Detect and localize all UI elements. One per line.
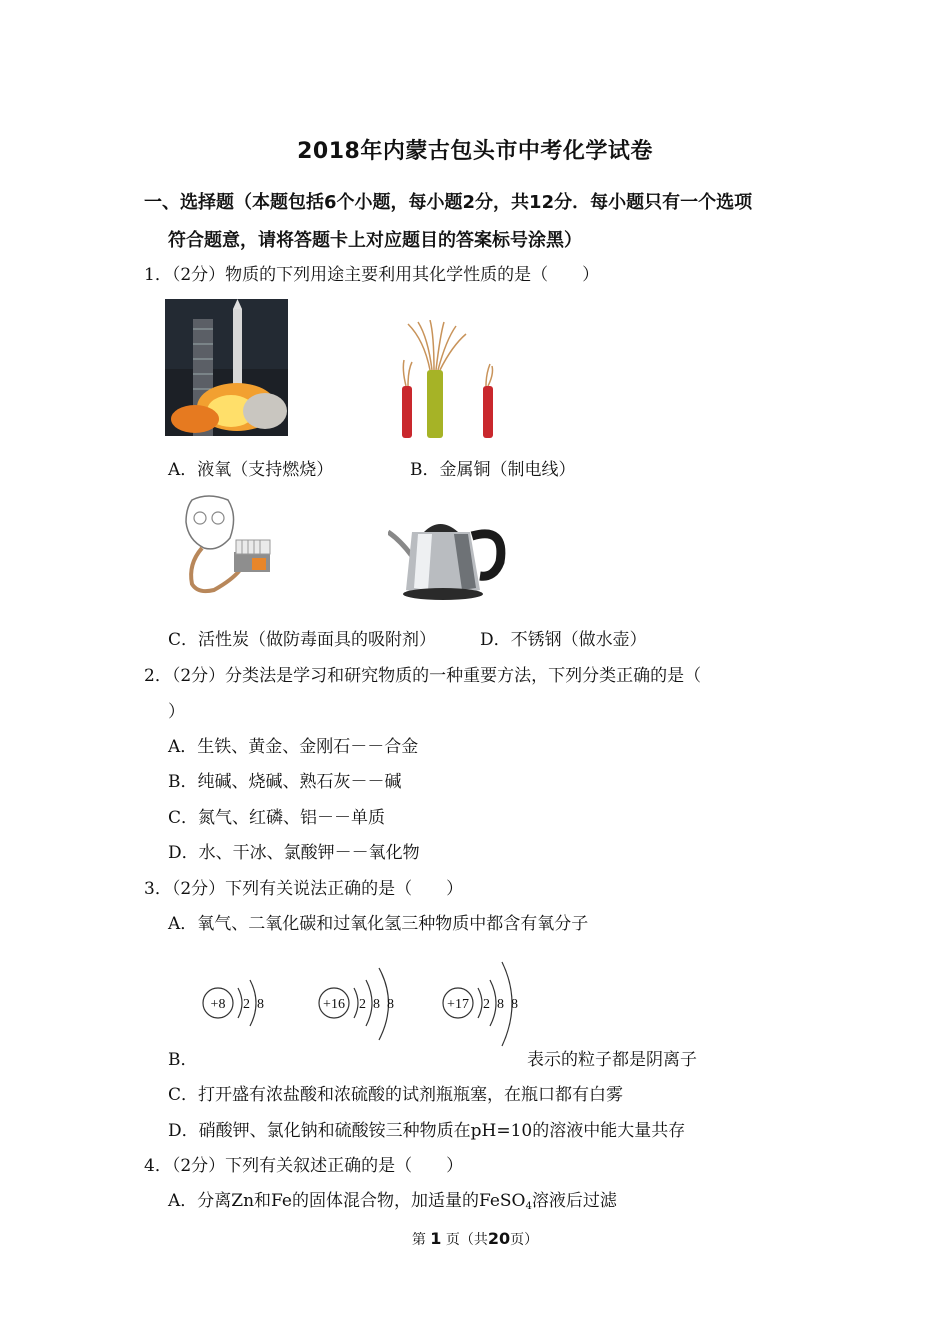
q1-option-c: C．活性炭（做防毒面具的吸附剂） bbox=[168, 630, 437, 650]
atom-3-shell-1: 2 bbox=[483, 997, 490, 1012]
q3-option-b-prefix: B． bbox=[168, 1050, 198, 1070]
atom-2-shell-2: 8 bbox=[373, 997, 380, 1012]
atom-3-shell-2: 8 bbox=[497, 997, 504, 1012]
section-heading-cont: 符合题意，请将答题卡上对应题目的答案标号涂黑） bbox=[168, 230, 582, 251]
kettle-image bbox=[388, 510, 508, 602]
atom-1-shell-1: 2 bbox=[243, 997, 250, 1012]
gas-mask-image bbox=[178, 494, 274, 598]
q2-option-b: B．纯碱、烧碱、熟石灰－－碱 bbox=[168, 772, 402, 792]
q2-option-a: A．生铁、黄金、金刚石－－合金 bbox=[168, 737, 419, 757]
q1-option-b: B．金属铜（制电线） bbox=[410, 460, 576, 480]
q2-option-d: D．水、干冰、氯酸钾－－氧化物 bbox=[168, 843, 420, 863]
atom-1-nucleus: +8 bbox=[210, 997, 226, 1012]
atom-chlorine-ion bbox=[443, 962, 518, 1046]
q4-option-a-text-end: 溶液后过滤 bbox=[531, 1191, 617, 1211]
rocket-launch-image bbox=[165, 299, 288, 436]
q1-option-a: A．液氧（支持燃烧） bbox=[168, 460, 334, 480]
footer-total-pages: 20 bbox=[487, 1229, 511, 1248]
atom-sulfur-ion bbox=[319, 968, 394, 1040]
footer-post: 页） bbox=[510, 1232, 539, 1248]
footer-pre: 第 bbox=[411, 1232, 426, 1248]
q4-option-a-text: A．分离Zn和Fe的固体混合物，加适量的FeSO bbox=[168, 1191, 526, 1211]
q3-option-c: C．打开盛有浓盐酸和浓硫酸的试剂瓶瓶塞，在瓶口都有白雾 bbox=[168, 1085, 624, 1105]
q3-option-d: D．硝酸钾、氯化钠和硫酸铵三种物质在pH=10的溶液中能大量共存 bbox=[168, 1121, 686, 1141]
question-1-stem: 1．（2分）物质的下列用途主要利用其化学性质的是（ ） bbox=[144, 265, 600, 285]
q1-option-d: D．不锈钢（做水壶） bbox=[480, 630, 647, 650]
copper-wire-image bbox=[394, 320, 504, 438]
question-2-stem-cont: ） bbox=[168, 702, 185, 722]
section-heading: 一、选择题（本题包括6个小题，每小题2分，共12分．每小题只有一个选项 bbox=[144, 192, 753, 213]
atom-3-shell-3: 8 bbox=[511, 997, 518, 1012]
q2-option-c: C．氮气、红磷、铝－－单质 bbox=[168, 808, 386, 828]
atom-1-shell-2: 8 bbox=[257, 997, 264, 1012]
atom-2-shell-1: 2 bbox=[359, 997, 366, 1012]
q3-option-b-suffix: 表示的粒子都是阴离子 bbox=[527, 1050, 697, 1070]
atom-3-nucleus: +17 bbox=[447, 997, 469, 1012]
question-4-stem: 4．（2分）下列有关叙述正确的是（ ） bbox=[144, 1156, 464, 1176]
page-footer bbox=[0, 1229, 950, 1249]
q3-option-a: A．氧气、二氧化碳和过氧化氢三种物质中都含有氧分子 bbox=[168, 914, 589, 934]
page-title: 2018年内蒙古包头市中考化学试卷 bbox=[297, 139, 653, 164]
q4-option-a-subscript: 4 bbox=[525, 1201, 532, 1212]
footer-mid: 页（共 bbox=[445, 1232, 488, 1248]
atom-2-shell-3: 8 bbox=[387, 997, 394, 1012]
atom-oxygen-ion bbox=[203, 980, 264, 1026]
footer-page-number: 1 bbox=[430, 1229, 442, 1248]
q4-option-a bbox=[168, 1186, 617, 1212]
atomic-structure-diagrams bbox=[196, 950, 526, 1060]
question-2-stem: 2．（2分）分类法是学习和研究物质的一种重要方法，下列分类正确的是（ bbox=[144, 666, 702, 686]
atom-2-nucleus: +16 bbox=[323, 997, 345, 1012]
question-3-stem: 3．（2分）下列有关说法正确的是（ ） bbox=[144, 879, 464, 899]
